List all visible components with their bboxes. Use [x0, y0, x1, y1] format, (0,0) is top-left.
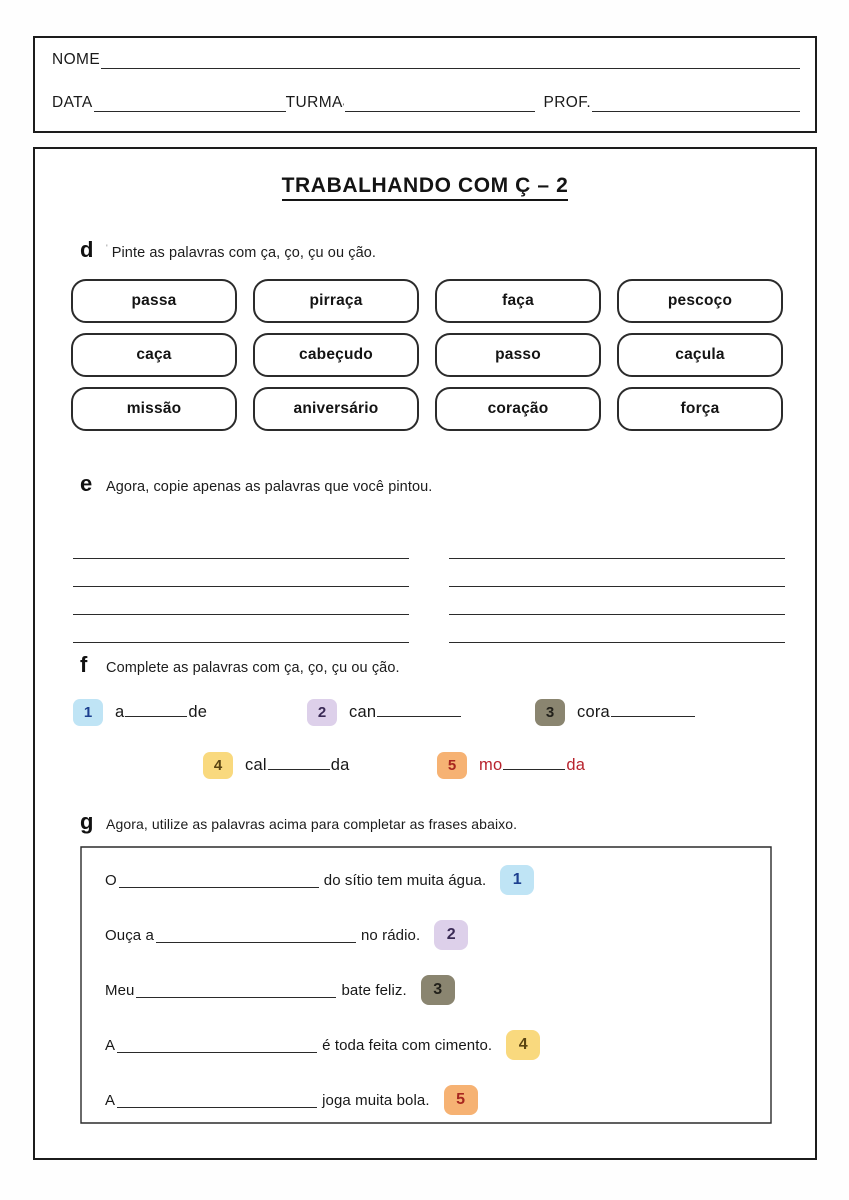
teacher-write-line[interactable] — [592, 97, 800, 112]
word-blank[interactable] — [268, 769, 330, 770]
fill-word-text[interactable] — [479, 756, 585, 775]
number-badge-1: 1 — [500, 865, 534, 895]
sentence-lead: A — [105, 1036, 116, 1054]
sentence-blank[interactable] — [117, 1037, 317, 1053]
fill-word-item — [203, 752, 349, 779]
name-write-line[interactable] — [101, 54, 800, 69]
answer-line[interactable] — [449, 559, 785, 587]
sentence-row — [105, 1030, 540, 1060]
answer-line[interactable] — [73, 587, 409, 615]
exercise-f-letter: f — [80, 652, 88, 677]
word-chip[interactable]: caçula — [617, 333, 783, 377]
word-prefix: cal — [245, 756, 267, 774]
word-suffix: da — [330, 756, 350, 774]
exercise-e-instruction — [80, 471, 432, 497]
number-badge-2: 2 — [307, 699, 337, 726]
word-prefix: mo — [479, 756, 503, 774]
number-badge-2: 2 — [434, 920, 468, 950]
word-chip[interactable]: pescoço — [617, 279, 783, 323]
sentence-lead: Ouça a — [105, 926, 154, 944]
word-chip[interactable]: pirraça — [253, 279, 419, 323]
number-badge-1: 1 — [73, 699, 103, 726]
fill-word-item — [535, 699, 696, 726]
number-badge-4: 4 — [203, 752, 233, 779]
word-chip-grid — [71, 279, 783, 431]
exercise-d-tick: ' — [106, 243, 108, 253]
student-info-box — [33, 36, 817, 133]
word-suffix: da — [566, 756, 586, 774]
fill-word-item — [73, 699, 207, 726]
word-suffix: de — [188, 703, 208, 721]
exercise-d-letter: d — [80, 237, 94, 262]
answer-line[interactable] — [449, 531, 785, 559]
word-chip[interactable]: cabeçudo — [253, 333, 419, 377]
sentence-blank[interactable] — [117, 1092, 317, 1108]
exercise-g-text: Agora, utilize as palavras acima para completar as frases abaixo. — [106, 816, 518, 832]
sentence-tail: bate feliz. — [341, 981, 407, 999]
word-blank[interactable] — [125, 716, 187, 717]
page-title — [35, 174, 815, 198]
word-blank[interactable] — [377, 716, 461, 717]
fill-word-item — [437, 752, 585, 779]
teacher-label: PROF. — [543, 94, 592, 111]
exercise-g-panel — [75, 841, 777, 1129]
fill-word-text[interactable] — [245, 756, 349, 775]
word-chip[interactable]: passa — [71, 279, 237, 323]
word-chip[interactable]: faça — [435, 279, 601, 323]
number-badge-4: 4 — [506, 1030, 540, 1060]
word-prefix: a — [115, 703, 125, 721]
word-prefix: cora — [577, 703, 610, 721]
name-label: NOME — [52, 51, 101, 68]
date-write-line[interactable] — [94, 97, 286, 112]
number-badge-5: 5 — [437, 752, 467, 779]
number-badge-5: 5 — [444, 1085, 478, 1115]
sentence-lead: A — [105, 1091, 116, 1109]
word-blank[interactable] — [503, 769, 565, 770]
word-chip[interactable]: aniversário — [253, 387, 419, 431]
date-label: DATA — [52, 94, 93, 111]
exercise-g-sentences — [105, 857, 753, 1119]
fill-word-text[interactable] — [115, 703, 207, 722]
fill-word-item — [307, 699, 462, 726]
sentence-tail: no rádio. — [360, 926, 421, 944]
worksheet-content-box — [33, 147, 817, 1160]
sentence-blank[interactable] — [156, 927, 356, 943]
answer-line[interactable] — [449, 615, 785, 643]
class-label: TURMA — [285, 94, 343, 111]
class-label-tick: ' — [342, 101, 345, 112]
number-badge-3: 3 — [421, 975, 455, 1005]
word-blank[interactable] — [611, 716, 695, 717]
word-chip[interactable]: força — [617, 387, 783, 431]
exercise-d-text: Pinte as palavras com ça, ço, çu ou ção. — [111, 245, 377, 261]
sentence-row — [105, 865, 534, 895]
word-chip[interactable]: missão — [71, 387, 237, 431]
class-write-line[interactable] — [342, 97, 535, 112]
date-class-teacher-row — [52, 95, 800, 112]
answer-line[interactable] — [73, 615, 409, 643]
exercise-g-letter: g — [80, 809, 94, 834]
sentence-tail: é toda feita com cimento. — [322, 1036, 493, 1054]
exercise-f-items — [35, 697, 815, 807]
page-title-text: TRABALHANDO COM Ç – 2 — [282, 174, 569, 201]
answer-line[interactable] — [449, 587, 785, 615]
fill-word-text[interactable] — [349, 703, 462, 722]
sentence-row — [105, 920, 468, 950]
word-chip[interactable]: passo — [435, 333, 601, 377]
copy-answer-lines — [73, 531, 785, 643]
sentence-blank[interactable] — [119, 872, 319, 888]
word-prefix: can — [349, 703, 377, 721]
exercise-g-instruction — [80, 809, 517, 835]
exercise-d-instruction — [80, 237, 376, 263]
exercise-e-text: Agora, copie apenas as palavras que você pintou. — [106, 479, 433, 495]
number-badge-3: 3 — [535, 699, 565, 726]
sentence-tail: joga muita bola. — [322, 1091, 430, 1109]
answer-line[interactable] — [73, 531, 409, 559]
sentence-row — [105, 1085, 478, 1115]
word-chip[interactable]: coração — [435, 387, 601, 431]
sentence-lead: Meu — [105, 981, 135, 999]
exercise-f-instruction — [80, 652, 400, 678]
sentence-lead: O — [105, 871, 117, 889]
fill-word-text[interactable] — [577, 703, 696, 722]
exercise-e-letter: e — [80, 471, 93, 496]
word-chip[interactable]: caça — [71, 333, 237, 377]
exercise-f-text: Complete as palavras com ça, ço, çu ou ção. — [106, 660, 400, 676]
sentence-row — [105, 975, 455, 1005]
name-row — [52, 52, 800, 69]
sentence-blank[interactable] — [136, 982, 336, 998]
answer-line[interactable] — [73, 559, 409, 587]
sentence-tail: do sítio tem muita água. — [323, 871, 487, 889]
